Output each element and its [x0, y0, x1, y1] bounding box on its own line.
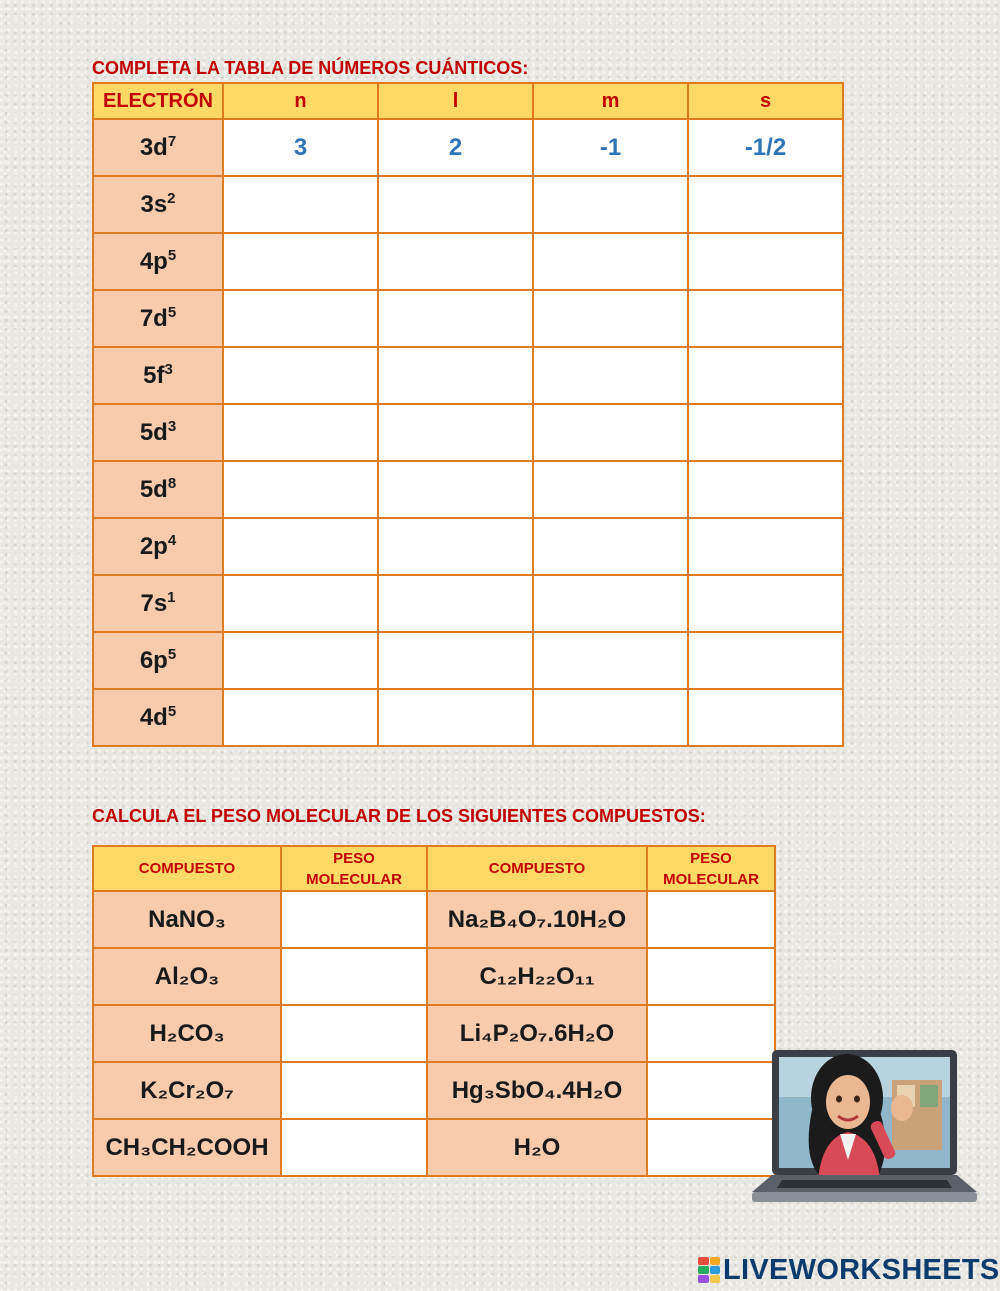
- answer-n-cell[interactable]: [223, 233, 378, 290]
- quantum-row: [93, 689, 843, 746]
- orbital-label: 2p: [139, 533, 168, 560]
- electron-count: 5: [167, 304, 177, 321]
- liveworksheets-logo: [698, 1253, 1000, 1287]
- quantum-table-title: COMPLETA LA TABLA DE NÚMEROS CUÁNTICOS:: [92, 58, 529, 78]
- answer-l-cell[interactable]: [378, 575, 533, 632]
- answer-s-cell[interactable]: [688, 575, 843, 632]
- answer-s-cell[interactable]: [688, 632, 843, 689]
- logo-block: [710, 1257, 721, 1265]
- answer-s-cell[interactable]: [688, 233, 843, 290]
- molecular-weight-input[interactable]: [281, 1119, 427, 1176]
- electron-config: [93, 290, 223, 347]
- electron-count: 7: [167, 133, 177, 150]
- answer-s-cell[interactable]: [688, 518, 843, 575]
- answer-n-cell[interactable]: [223, 689, 378, 746]
- orbital-label: 6p: [139, 647, 168, 674]
- compound-name: Al₂O₃: [93, 948, 281, 1005]
- electron-config: [93, 233, 223, 290]
- peso-line1: PESO: [690, 849, 732, 867]
- compound-row: [93, 1119, 775, 1176]
- answer-s-cell[interactable]: [688, 404, 843, 461]
- orbital-label: 4d: [139, 704, 168, 731]
- header-s: s: [688, 83, 843, 119]
- header-l: l: [378, 83, 533, 119]
- answer-l-cell[interactable]: [378, 290, 533, 347]
- answer-l-cell[interactable]: [378, 347, 533, 404]
- electron-config: [93, 632, 223, 689]
- compound-name: NaNO₃: [93, 891, 281, 948]
- quantum-row: [93, 575, 843, 632]
- electron-count: 8: [167, 475, 177, 492]
- compound-name: Li₄P₂O₇.6H₂O: [427, 1005, 647, 1062]
- electron-count: 5: [167, 247, 177, 264]
- orbital-label: 3s: [140, 191, 168, 218]
- orbital-label: 7d: [139, 305, 168, 332]
- logo-block: [698, 1257, 709, 1265]
- electron-config: [93, 689, 223, 746]
- answer-n-cell[interactable]: [223, 176, 378, 233]
- answer-m-cell[interactable]: -1: [533, 119, 688, 176]
- answer-n-cell[interactable]: [223, 575, 378, 632]
- molecular-weight-input[interactable]: [281, 891, 427, 948]
- answer-m-cell[interactable]: [533, 461, 688, 518]
- compound-name: H₂O: [427, 1119, 647, 1176]
- molecular-weight-input[interactable]: [647, 948, 775, 1005]
- electron-count: 1: [167, 589, 176, 606]
- peso-line2: MOLECULAR: [306, 870, 402, 888]
- quantum-row: [93, 119, 843, 176]
- quantum-row: [93, 404, 843, 461]
- electron-count: 5: [167, 646, 177, 663]
- quantum-row: [93, 518, 843, 575]
- compound-name: CH₃CH₂COOH: [93, 1119, 281, 1176]
- quantum-row: [93, 176, 843, 233]
- compound-name: K₂Cr₂O₇: [93, 1062, 281, 1119]
- quantum-row: [93, 461, 843, 518]
- quantum-row: [93, 347, 843, 404]
- compound-row: [93, 1005, 775, 1062]
- answer-l-cell[interactable]: 2: [378, 119, 533, 176]
- quantum-row: [93, 233, 843, 290]
- answer-l-cell[interactable]: [378, 689, 533, 746]
- answer-l-cell[interactable]: [378, 404, 533, 461]
- liveworksheets-logo-text: LIVEWORKSHEETS: [723, 1253, 1000, 1286]
- answer-s-cell[interactable]: [688, 461, 843, 518]
- orbital-label: 5d: [139, 419, 168, 446]
- quantum-row: [93, 290, 843, 347]
- electron-count: 2: [167, 190, 176, 207]
- compound-name: Na₂B₄O₇.10H₂O: [427, 891, 647, 948]
- electron-count: 5: [167, 703, 177, 720]
- molecular-weight-title: CALCULA EL PESO MOLECULAR DE LOS SIGUIENTES COMPUESTOS:: [92, 806, 706, 826]
- answer-n-cell[interactable]: [223, 632, 378, 689]
- answer-l-cell[interactable]: [378, 176, 533, 233]
- header-m: m: [533, 83, 688, 119]
- logo-block: [698, 1266, 709, 1274]
- answer-m-cell[interactable]: [533, 575, 688, 632]
- answer-m-cell[interactable]: [533, 347, 688, 404]
- compound-name: H₂CO₃: [93, 1005, 281, 1062]
- liveworksheets-logo-icon: [698, 1257, 720, 1283]
- molecular-weight-input[interactable]: [281, 1005, 427, 1062]
- answer-n-cell[interactable]: 3: [223, 119, 378, 176]
- header-compuesto-right: COMPUESTO: [427, 846, 647, 891]
- answer-n-cell[interactable]: [223, 404, 378, 461]
- compound-name: Hg₃SbO₄.4H₂O: [427, 1062, 647, 1119]
- answer-n-cell[interactable]: [223, 290, 378, 347]
- header-n: n: [223, 83, 378, 119]
- electron-config: [93, 347, 223, 404]
- peso-line1: PESO: [333, 849, 375, 867]
- header-peso-right: [647, 846, 775, 891]
- header-electron: ELECTRÓN: [93, 83, 223, 119]
- orbital-label: 5d: [139, 476, 168, 503]
- answer-n-cell[interactable]: [223, 347, 378, 404]
- compound-row: [93, 948, 775, 1005]
- compound-row: [93, 891, 775, 948]
- answer-s-cell[interactable]: [688, 347, 843, 404]
- electron-count: 4: [167, 532, 177, 549]
- peso-line2: MOLECULAR: [663, 870, 759, 888]
- quantum-row: [93, 632, 843, 689]
- answer-n-cell[interactable]: [223, 518, 378, 575]
- orbital-label: 5f: [143, 362, 165, 389]
- orbital-label: 4p: [139, 248, 168, 275]
- orbital-label: 3d: [139, 134, 168, 161]
- electron-count: 3: [167, 418, 177, 435]
- logo-block: [710, 1266, 721, 1274]
- answer-l-cell[interactable]: [378, 233, 533, 290]
- quantum-numbers-table: [92, 82, 844, 747]
- answer-s-cell[interactable]: [688, 176, 843, 233]
- logo-block: [710, 1275, 721, 1283]
- quantum-table-header: [93, 83, 843, 119]
- answer-m-cell[interactable]: [533, 290, 688, 347]
- answer-l-cell[interactable]: [378, 518, 533, 575]
- molecular-weight-table: [92, 845, 776, 1177]
- electron-config: [93, 461, 223, 518]
- electron-config: [93, 575, 223, 632]
- electron-count: 3: [164, 361, 173, 378]
- compound-row: [93, 1062, 775, 1119]
- answer-m-cell[interactable]: [533, 689, 688, 746]
- answer-m-cell[interactable]: [533, 518, 688, 575]
- molecular-table-header: [93, 846, 775, 891]
- answer-s-cell[interactable]: -1/2: [688, 119, 843, 176]
- answer-m-cell[interactable]: [533, 632, 688, 689]
- answer-l-cell[interactable]: [378, 632, 533, 689]
- teacher-laptop-illustration: [752, 1020, 977, 1220]
- molecular-weight-input[interactable]: [281, 948, 427, 1005]
- answer-n-cell[interactable]: [223, 461, 378, 518]
- answer-m-cell[interactable]: [533, 404, 688, 461]
- molecular-weight-input[interactable]: [281, 1062, 427, 1119]
- electron-config: [93, 176, 223, 233]
- electron-config: [93, 119, 223, 176]
- answer-s-cell[interactable]: [688, 290, 843, 347]
- electron-config: [93, 404, 223, 461]
- electron-config: [93, 518, 223, 575]
- header-peso-left: [281, 846, 427, 891]
- answer-m-cell[interactable]: [533, 176, 688, 233]
- answer-m-cell[interactable]: [533, 233, 688, 290]
- answer-s-cell[interactable]: [688, 689, 843, 746]
- logo-block: [698, 1275, 709, 1283]
- compound-name: C₁₂H₂₂O₁₁: [427, 948, 647, 1005]
- molecular-weight-input[interactable]: [647, 891, 775, 948]
- orbital-label: 7s: [140, 590, 168, 617]
- answer-l-cell[interactable]: [378, 461, 533, 518]
- header-compuesto-left: COMPUESTO: [93, 846, 281, 891]
